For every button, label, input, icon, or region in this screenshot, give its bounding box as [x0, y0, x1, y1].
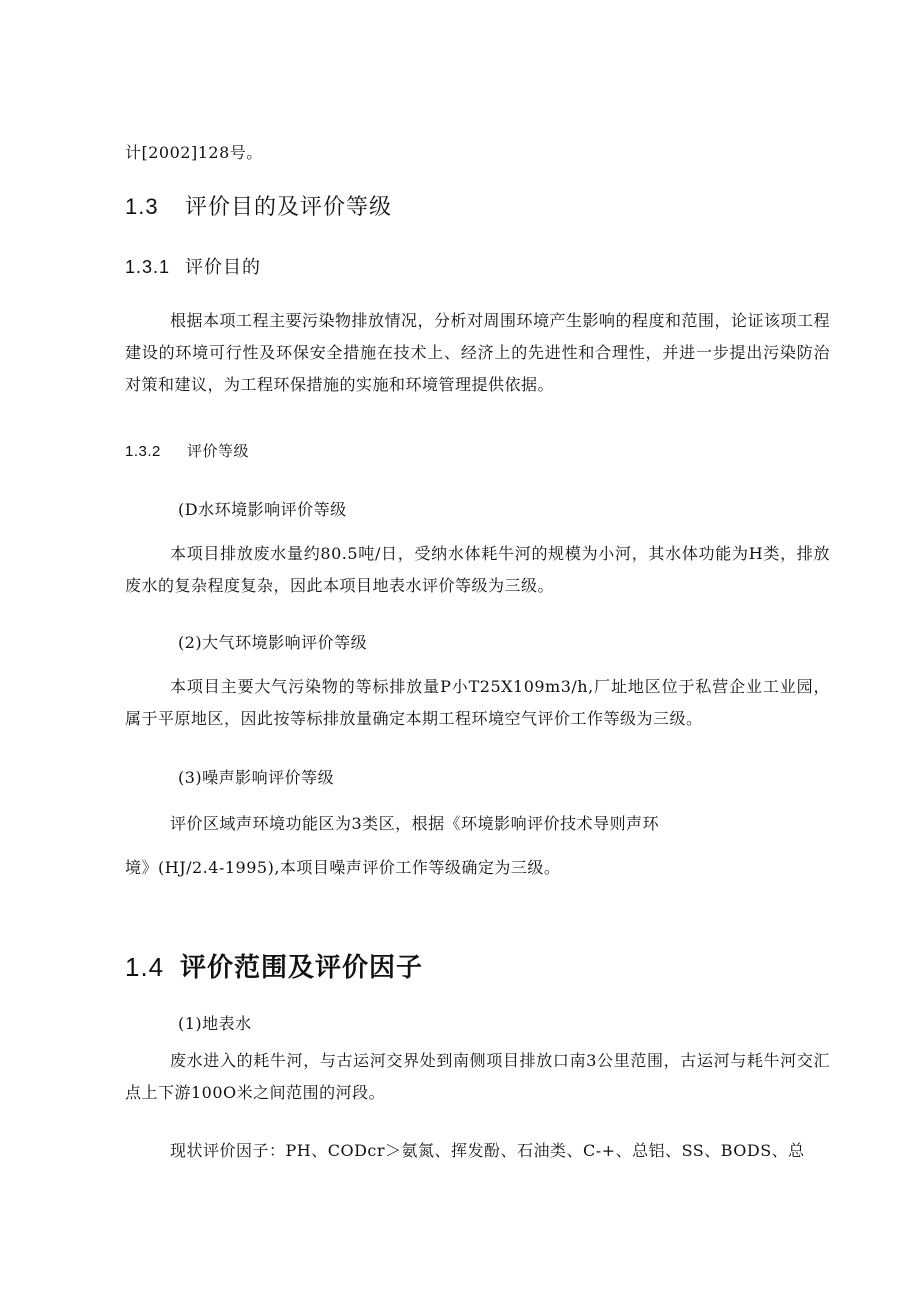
- section-heading-1-3-2: [125, 440, 830, 461]
- item-noise-grade: (3)噪声影响评价等级: [178, 768, 335, 787]
- paragraph-purpose: 根据本项工程主要污染物排放情况，分析对周围环境产生影响的程度和范围，论证该项工程建设的环境可行性及环保安全措施在技术上、经济上的先进性和合理性，并进一步提出污染防治对策和建议，为工程环保措施的实施和环境管理提供依据。: [125, 311, 831, 394]
- section-title: 评价等级: [187, 442, 250, 460]
- item-air-grade: (2)大气环境影响评价等级: [178, 633, 368, 652]
- item-surface-water: (1)地表水: [178, 1014, 252, 1033]
- section-title: 评价范围及评价因子: [180, 953, 424, 983]
- paragraph-factors: 现状评价因子：PH、CODcr＞氨氮、挥发酚、石油类、C-+、总铝、SS、BODS、总: [170, 1141, 805, 1160]
- paragraph-water: 本项目排放废水量约80.5吨/日，受纳水体耗牛河的规模为小河，其水体功能为H类，排放废水的复杂程度复杂，因此本项目地表水评价等级为三级。: [125, 544, 830, 595]
- section-number: 1.4: [125, 952, 165, 982]
- section-number: 1.3: [125, 194, 159, 219]
- reference-tail: 计[2002]128号。: [125, 143, 263, 162]
- item-water-grade: (D水环境影响评价等级: [178, 500, 347, 519]
- section-heading-1-4: [125, 947, 830, 984]
- paragraph-noise-line-1: 评价区域声环境功能区为3类区，根据《环境影响评价技术导则声环: [170, 814, 660, 833]
- section-heading-1-3: [125, 190, 830, 221]
- paragraph-noise-line-2: 境》(HJ/2.4-1995),本项目噪声评价工作等级确定为三级。: [125, 858, 561, 877]
- section-title: 评价目的及评价等级: [185, 195, 393, 220]
- section-heading-1-3-1: [125, 253, 830, 279]
- paragraph-surface-range: 废水进入的耗牛河，与古运河交界处到南侧项目排放口南3公里范围，古运河与耗牛河交汇点上下游100O米之间范围的河段。: [125, 1051, 830, 1102]
- paragraph-air: 本项目主要大气污染物的等标排放量P小T25X109m3/h,厂址地区位于私营企业工业园，属于平原地区，因此按等标排放量确定本期工程环境空气评价工作等级为三级。: [125, 677, 830, 728]
- section-number: 1.3.2: [125, 443, 161, 460]
- section-title: 评价目的: [185, 257, 261, 278]
- section-number: 1.3.1: [125, 257, 171, 277]
